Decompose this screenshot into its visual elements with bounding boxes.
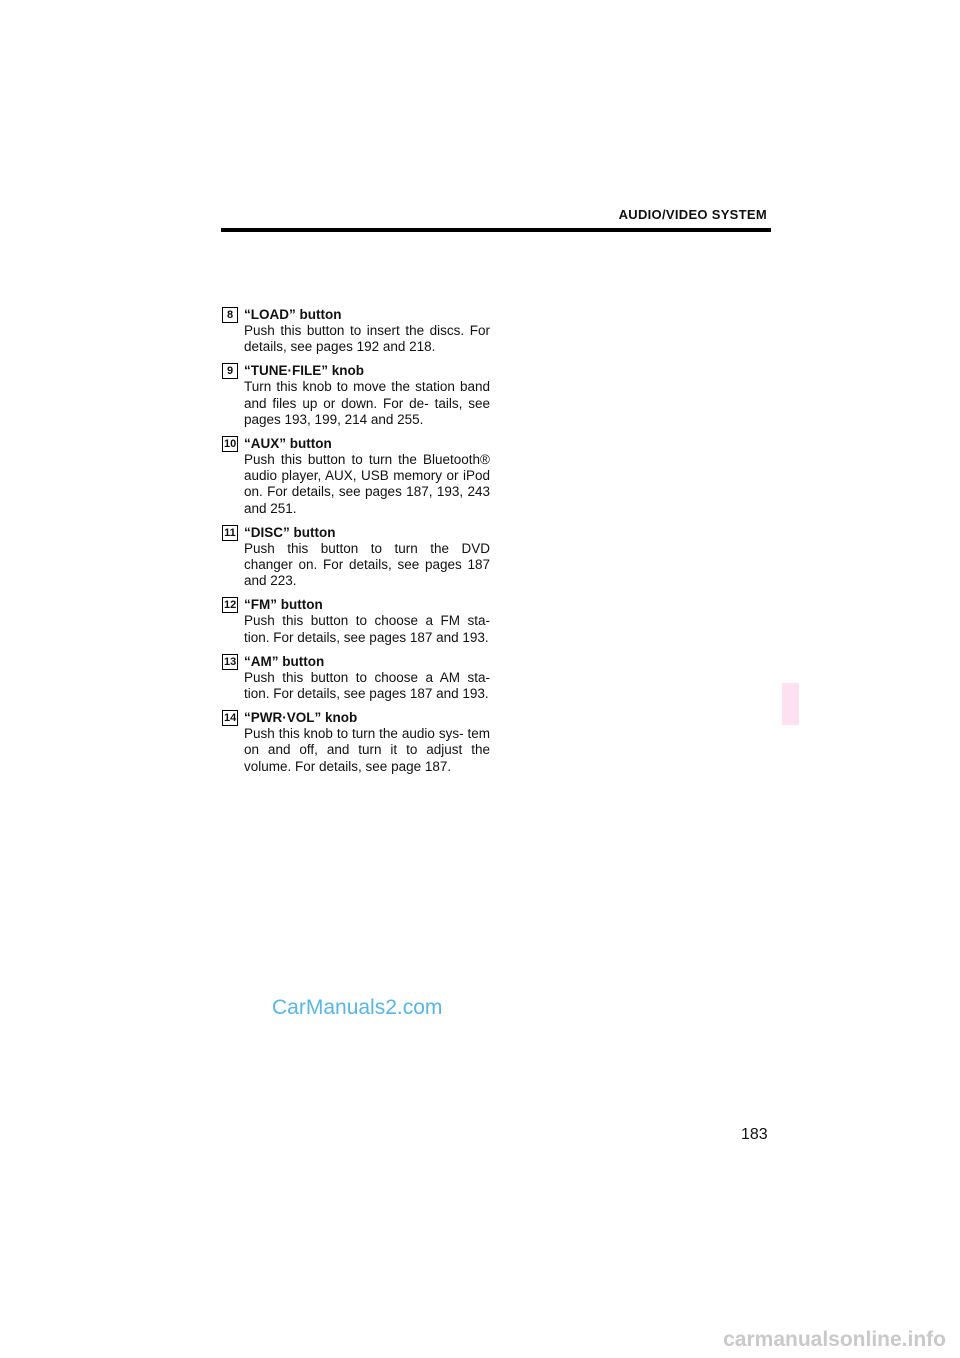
item-number-badge: 14	[224, 712, 237, 725]
item-number-badge: 11	[222, 525, 238, 541]
item-description: Push this button to choose a FM sta- tion. For details, see pages 187 and 193.	[244, 613, 490, 645]
section-tab	[782, 683, 799, 725]
section-title: AUDIO/VIDEO SYSTEM	[618, 207, 767, 222]
list-item	[222, 436, 490, 517]
header-rule	[221, 228, 771, 232]
list-item	[222, 525, 490, 590]
watermark-footer[interactable]: carmanualsonline.info	[723, 1328, 946, 1351]
item-number-badge: 9	[222, 363, 238, 379]
item-number-badge: 13	[224, 655, 237, 668]
page-number: 183	[741, 1126, 768, 1143]
item-list	[222, 307, 490, 783]
item-description: Push this button to insert the discs. For details, see pages 192 and 218.	[244, 323, 490, 355]
list-item	[222, 307, 490, 355]
item-title: “TUNE·FILE” knob	[244, 363, 364, 379]
watermark-link[interactable]: CarManuals2.com	[272, 996, 443, 1019]
item-title: “FM” button	[244, 597, 323, 613]
item-number-badge: 8	[222, 307, 238, 323]
item-number-badge: 12	[224, 599, 237, 612]
item-description: Push this knob to turn the audio sys- tem on and off, and turn it to adjust the volume. For details, see page 187.	[244, 726, 490, 774]
list-item	[222, 710, 490, 775]
item-description: Push this button to turn the DVD changer on. For details, see pages 187 and 223.	[244, 540, 490, 589]
item-number-badge: 10	[224, 438, 237, 451]
item-title: “AM” button	[244, 653, 325, 669]
list-item	[222, 654, 490, 702]
item-title: “PWR·VOL” knob	[244, 710, 358, 726]
item-description: Push this button to turn the Bluetooth® audio player, AUX, USB memory or iPod on. For details, see pages 187, 193, 243 and 251.	[244, 452, 490, 516]
item-title: “AUX” button	[244, 436, 332, 452]
list-item	[222, 597, 490, 645]
item-description: Turn this knob to move the station band and files up or down. For de- tails, see pages 193, 199, 214 and 255.	[244, 379, 490, 427]
item-title: “DISC” button	[244, 524, 336, 540]
list-item	[222, 363, 490, 428]
item-title: “LOAD” button	[244, 307, 342, 322]
item-description: Push this button to choose a AM sta- tion. For details, see pages 187 and 193.	[244, 669, 490, 702]
